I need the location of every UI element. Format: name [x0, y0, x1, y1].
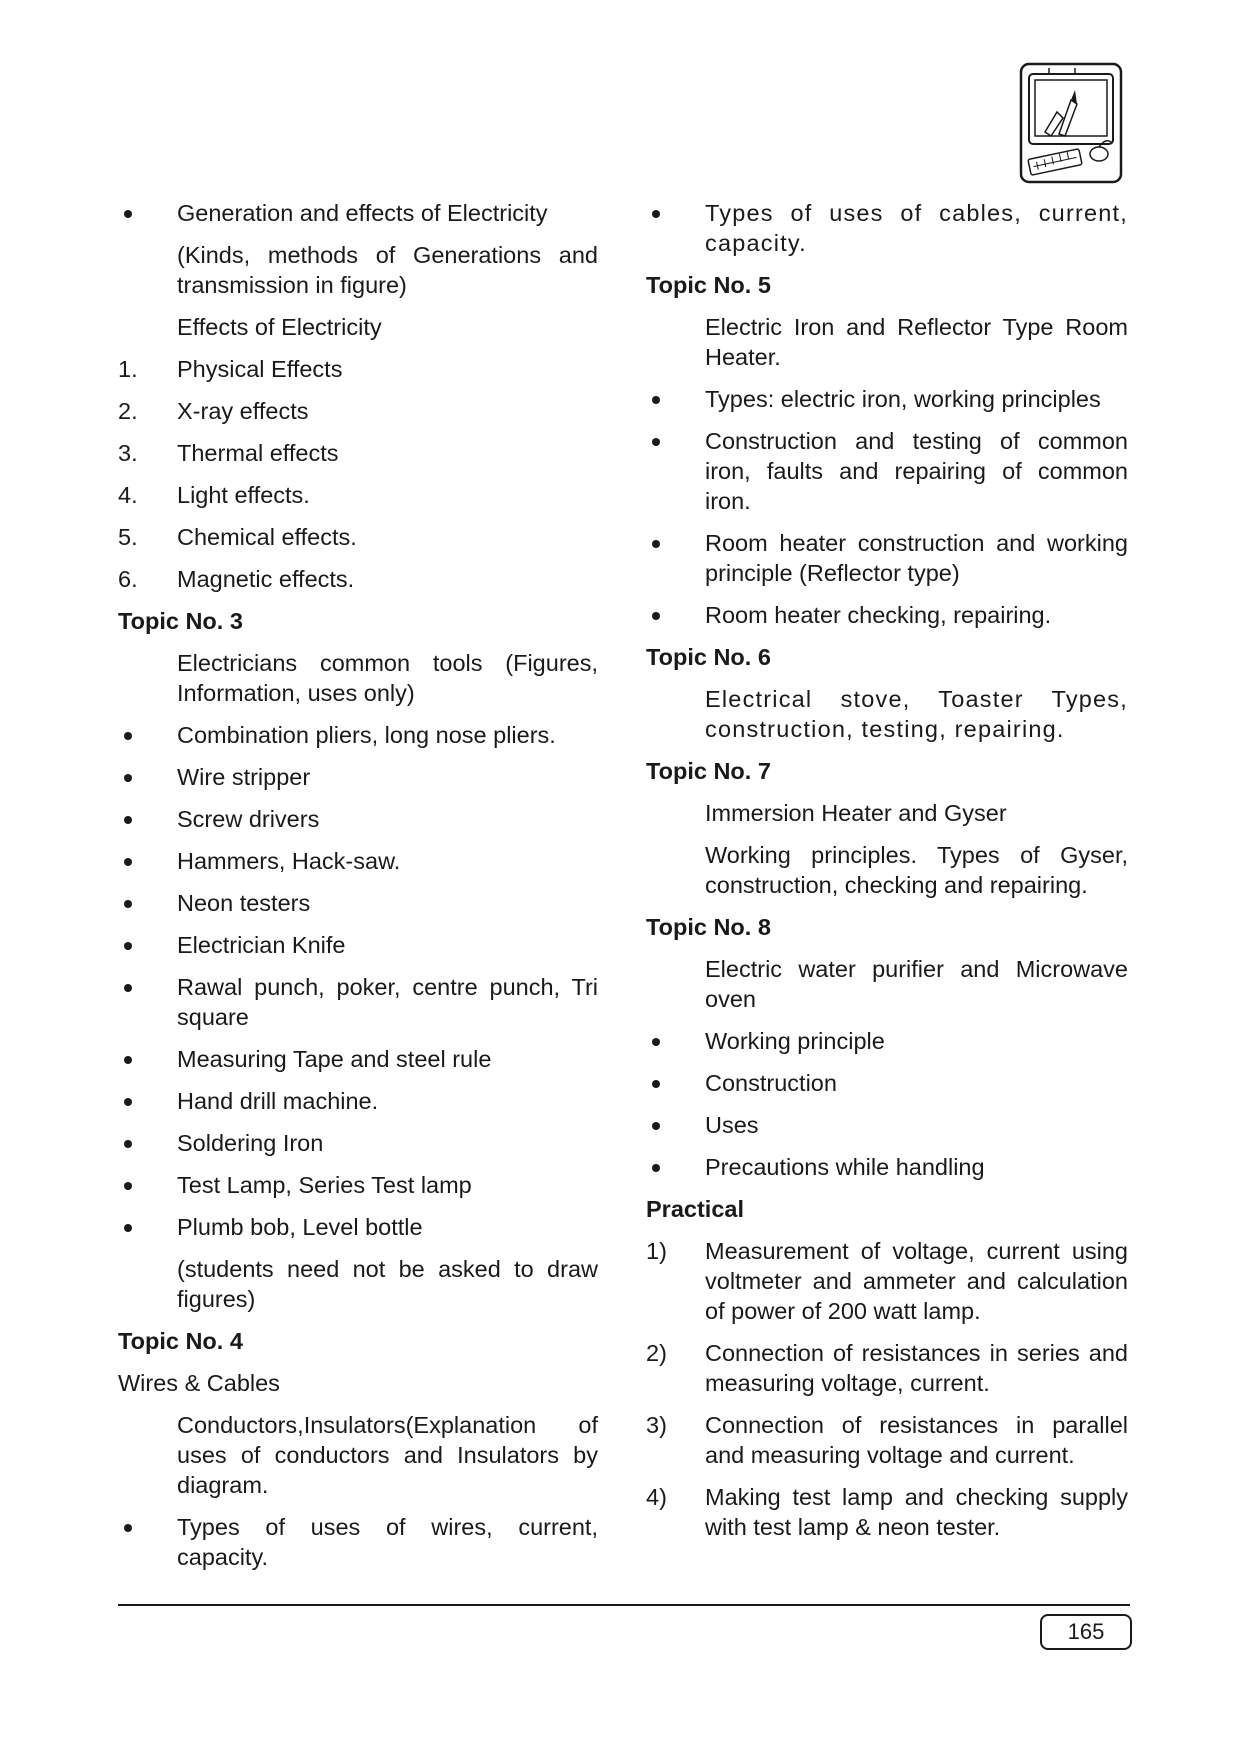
bullet-icon	[118, 1212, 177, 1242]
bullet-icon	[118, 762, 177, 792]
bullet-icon	[646, 1026, 705, 1056]
paragraph	[118, 1410, 598, 1500]
bullet-icon	[118, 1044, 177, 1074]
list-item-text: Connection of resistances in parallel and measuring voltage and current.	[705, 1412, 1128, 1468]
list-item-text: Magnetic effects.	[177, 566, 355, 592]
numbered-item	[118, 522, 598, 552]
list-number: 4.	[118, 482, 138, 508]
list-item-text: Working principle	[705, 1028, 885, 1054]
paragraph	[646, 798, 1128, 828]
bullet-item	[646, 198, 1128, 258]
right-column	[646, 198, 1128, 1554]
bullet-icon	[118, 930, 177, 960]
bullet-icon	[646, 1068, 705, 1098]
list-item-text: Thermal effects	[177, 440, 339, 466]
list-item-text: Electrician Knife	[177, 932, 346, 958]
paragraph	[118, 648, 598, 708]
page-number: 165	[1040, 1614, 1132, 1650]
numbered-item	[646, 1410, 1128, 1470]
list-item-text: Connection of resistances in series and measuring voltage, current.	[705, 1340, 1128, 1396]
paragraph	[118, 1254, 598, 1314]
list-item-text: Test Lamp, Series Test lamp	[177, 1172, 472, 1198]
bullet-item	[118, 1128, 598, 1158]
paragraph-text: Effects of Electricity	[177, 314, 382, 340]
bullet-item	[646, 1152, 1128, 1182]
list-item-text: Room heater construction and working principle (Reflector type)	[705, 530, 1128, 586]
bullet-icon	[118, 198, 177, 228]
list-item-text: Making test lamp and checking supply with test lamp & neon tester.	[705, 1484, 1128, 1540]
list-number: 4)	[646, 1484, 667, 1510]
bullet-icon	[118, 972, 177, 1002]
list-item-text: Construction and testing of common iron, faults and repairing of common iron.	[705, 428, 1128, 514]
paragraph-text: Immersion Heater and Gyser	[705, 800, 1007, 826]
paragraph	[646, 312, 1128, 372]
list-item-text: Types: electric iron, working principles	[705, 386, 1101, 412]
list-number: 2)	[646, 1340, 667, 1366]
paragraph-text: Electricians common tools (Figures, Information, uses only)	[177, 650, 598, 706]
paragraph-text: Conductors,Insulators(Explanation of uses of conductors and Insulators by diagram.	[177, 1412, 598, 1498]
list-item-text: Combination pliers, long nose pliers.	[177, 722, 556, 748]
bullet-item	[118, 1044, 598, 1074]
numbered-item	[118, 564, 598, 594]
computer-drawing-logo-icon	[1019, 62, 1123, 184]
topic-heading: Topic No. 6	[646, 644, 771, 670]
paragraph-text: Working principles. Types of Gyser, construction, checking and repairing.	[705, 842, 1128, 898]
bullet-icon	[118, 888, 177, 918]
numbered-item	[646, 1338, 1128, 1398]
bullet-icon	[118, 846, 177, 876]
list-item-text: Chemical effects.	[177, 524, 357, 550]
bullet-item	[118, 888, 598, 918]
list-item-text: Measurement of voltage, current using voltmeter and ammeter and calculation of power of 200 watt lamp.	[705, 1238, 1128, 1324]
bullet-icon	[646, 600, 705, 630]
topic-heading: Topic No. 8	[646, 914, 771, 940]
list-item-text: Generation and effects of Electricity	[177, 200, 548, 226]
bullet-icon	[646, 384, 705, 414]
list-item-text: Uses	[705, 1112, 759, 1138]
bullet-icon	[646, 1110, 705, 1140]
topic-heading: Topic No. 5	[646, 272, 771, 298]
paragraph-text: (students need not be asked to draw figures)	[177, 1256, 598, 1312]
list-item-text: Physical Effects	[177, 356, 343, 382]
paragraph-text: Electrical stove, Toaster Types, construction, testing, repairing.	[705, 686, 1128, 742]
bullet-item	[118, 846, 598, 876]
numbered-item	[646, 1482, 1128, 1542]
paragraph	[646, 684, 1128, 744]
bullet-item	[118, 1512, 598, 1572]
paragraph	[646, 954, 1128, 1014]
bullet-item	[646, 600, 1128, 630]
bullet-icon	[646, 1152, 705, 1182]
list-item-text: X-ray effects	[177, 398, 309, 424]
bullet-item	[646, 426, 1128, 516]
list-number: 3.	[118, 440, 138, 466]
topic-heading: Topic No. 4	[118, 1328, 243, 1354]
bullet-item	[118, 972, 598, 1032]
list-number: 3)	[646, 1412, 667, 1438]
list-item-text: Hammers, Hack-saw.	[177, 848, 401, 874]
section-subtitle: Wires & Cables	[118, 1370, 280, 1396]
bullet-icon	[118, 804, 177, 834]
list-item-text: Soldering Iron	[177, 1130, 324, 1156]
list-item-text: Neon testers	[177, 890, 311, 916]
list-number: 1.	[118, 356, 138, 382]
list-item-text: Wire stripper	[177, 764, 311, 790]
numbered-item	[118, 354, 598, 384]
left-column	[118, 198, 598, 1584]
bullet-icon	[118, 1170, 177, 1200]
bullet-item	[646, 1068, 1128, 1098]
list-item-text: Types of uses of wires, current, capacity.	[177, 1514, 598, 1570]
bullet-icon	[118, 1128, 177, 1158]
list-item-text: Rawal punch, poker, centre punch, Tri square	[177, 974, 598, 1030]
list-item-text: Screw drivers	[177, 806, 320, 832]
bullet-item	[118, 1170, 598, 1200]
numbered-item	[118, 438, 598, 468]
footer-rule	[118, 1604, 1130, 1606]
topic-heading: Practical	[646, 1196, 744, 1222]
list-number: 1)	[646, 1238, 667, 1264]
bullet-item	[646, 1026, 1128, 1056]
paragraph	[646, 840, 1128, 900]
list-item-text: Precautions while handling	[705, 1154, 985, 1180]
paragraph	[118, 312, 598, 342]
bullet-icon	[646, 198, 705, 228]
paragraph-text: (Kinds, methods of Generations and transmission in figure)	[177, 242, 598, 298]
bullet-icon	[118, 720, 177, 750]
bullet-item	[118, 1086, 598, 1116]
paragraph-text: Electric Iron and Reflector Type Room Heater.	[705, 314, 1128, 370]
paragraph-text: Electric water purifier and Microwave oven	[705, 956, 1128, 1012]
bullet-item	[646, 384, 1128, 414]
bullet-icon	[646, 426, 705, 456]
numbered-item	[118, 480, 598, 510]
bullet-item	[646, 1110, 1128, 1140]
numbered-item	[646, 1236, 1128, 1326]
list-item-text: Room heater checking, repairing.	[705, 602, 1052, 628]
bullet-item	[118, 1212, 598, 1242]
bullet-item	[118, 198, 598, 228]
list-number: 5.	[118, 524, 138, 550]
list-number: 2.	[118, 398, 138, 424]
topic-heading: Topic No. 3	[118, 608, 243, 634]
list-item-text: Light effects.	[177, 482, 310, 508]
paragraph	[118, 240, 598, 300]
list-item-text: Construction	[705, 1070, 837, 1096]
list-item-text: Plumb bob, Level bottle	[177, 1214, 423, 1240]
bullet-item	[118, 720, 598, 750]
list-number: 6.	[118, 566, 138, 592]
bullet-item	[118, 930, 598, 960]
topic-heading: Topic No. 7	[646, 758, 771, 784]
bullet-item	[118, 804, 598, 834]
list-item-text: Hand drill machine.	[177, 1088, 379, 1114]
bullet-icon	[118, 1086, 177, 1116]
list-item-text: Measuring Tape and steel rule	[177, 1046, 492, 1072]
bullet-item	[118, 762, 598, 792]
bullet-icon	[646, 528, 705, 558]
bullet-icon	[118, 1512, 177, 1542]
numbered-item	[118, 396, 598, 426]
list-item-text: Types of uses of cables, current, capacity.	[705, 200, 1128, 256]
bullet-item	[646, 528, 1128, 588]
